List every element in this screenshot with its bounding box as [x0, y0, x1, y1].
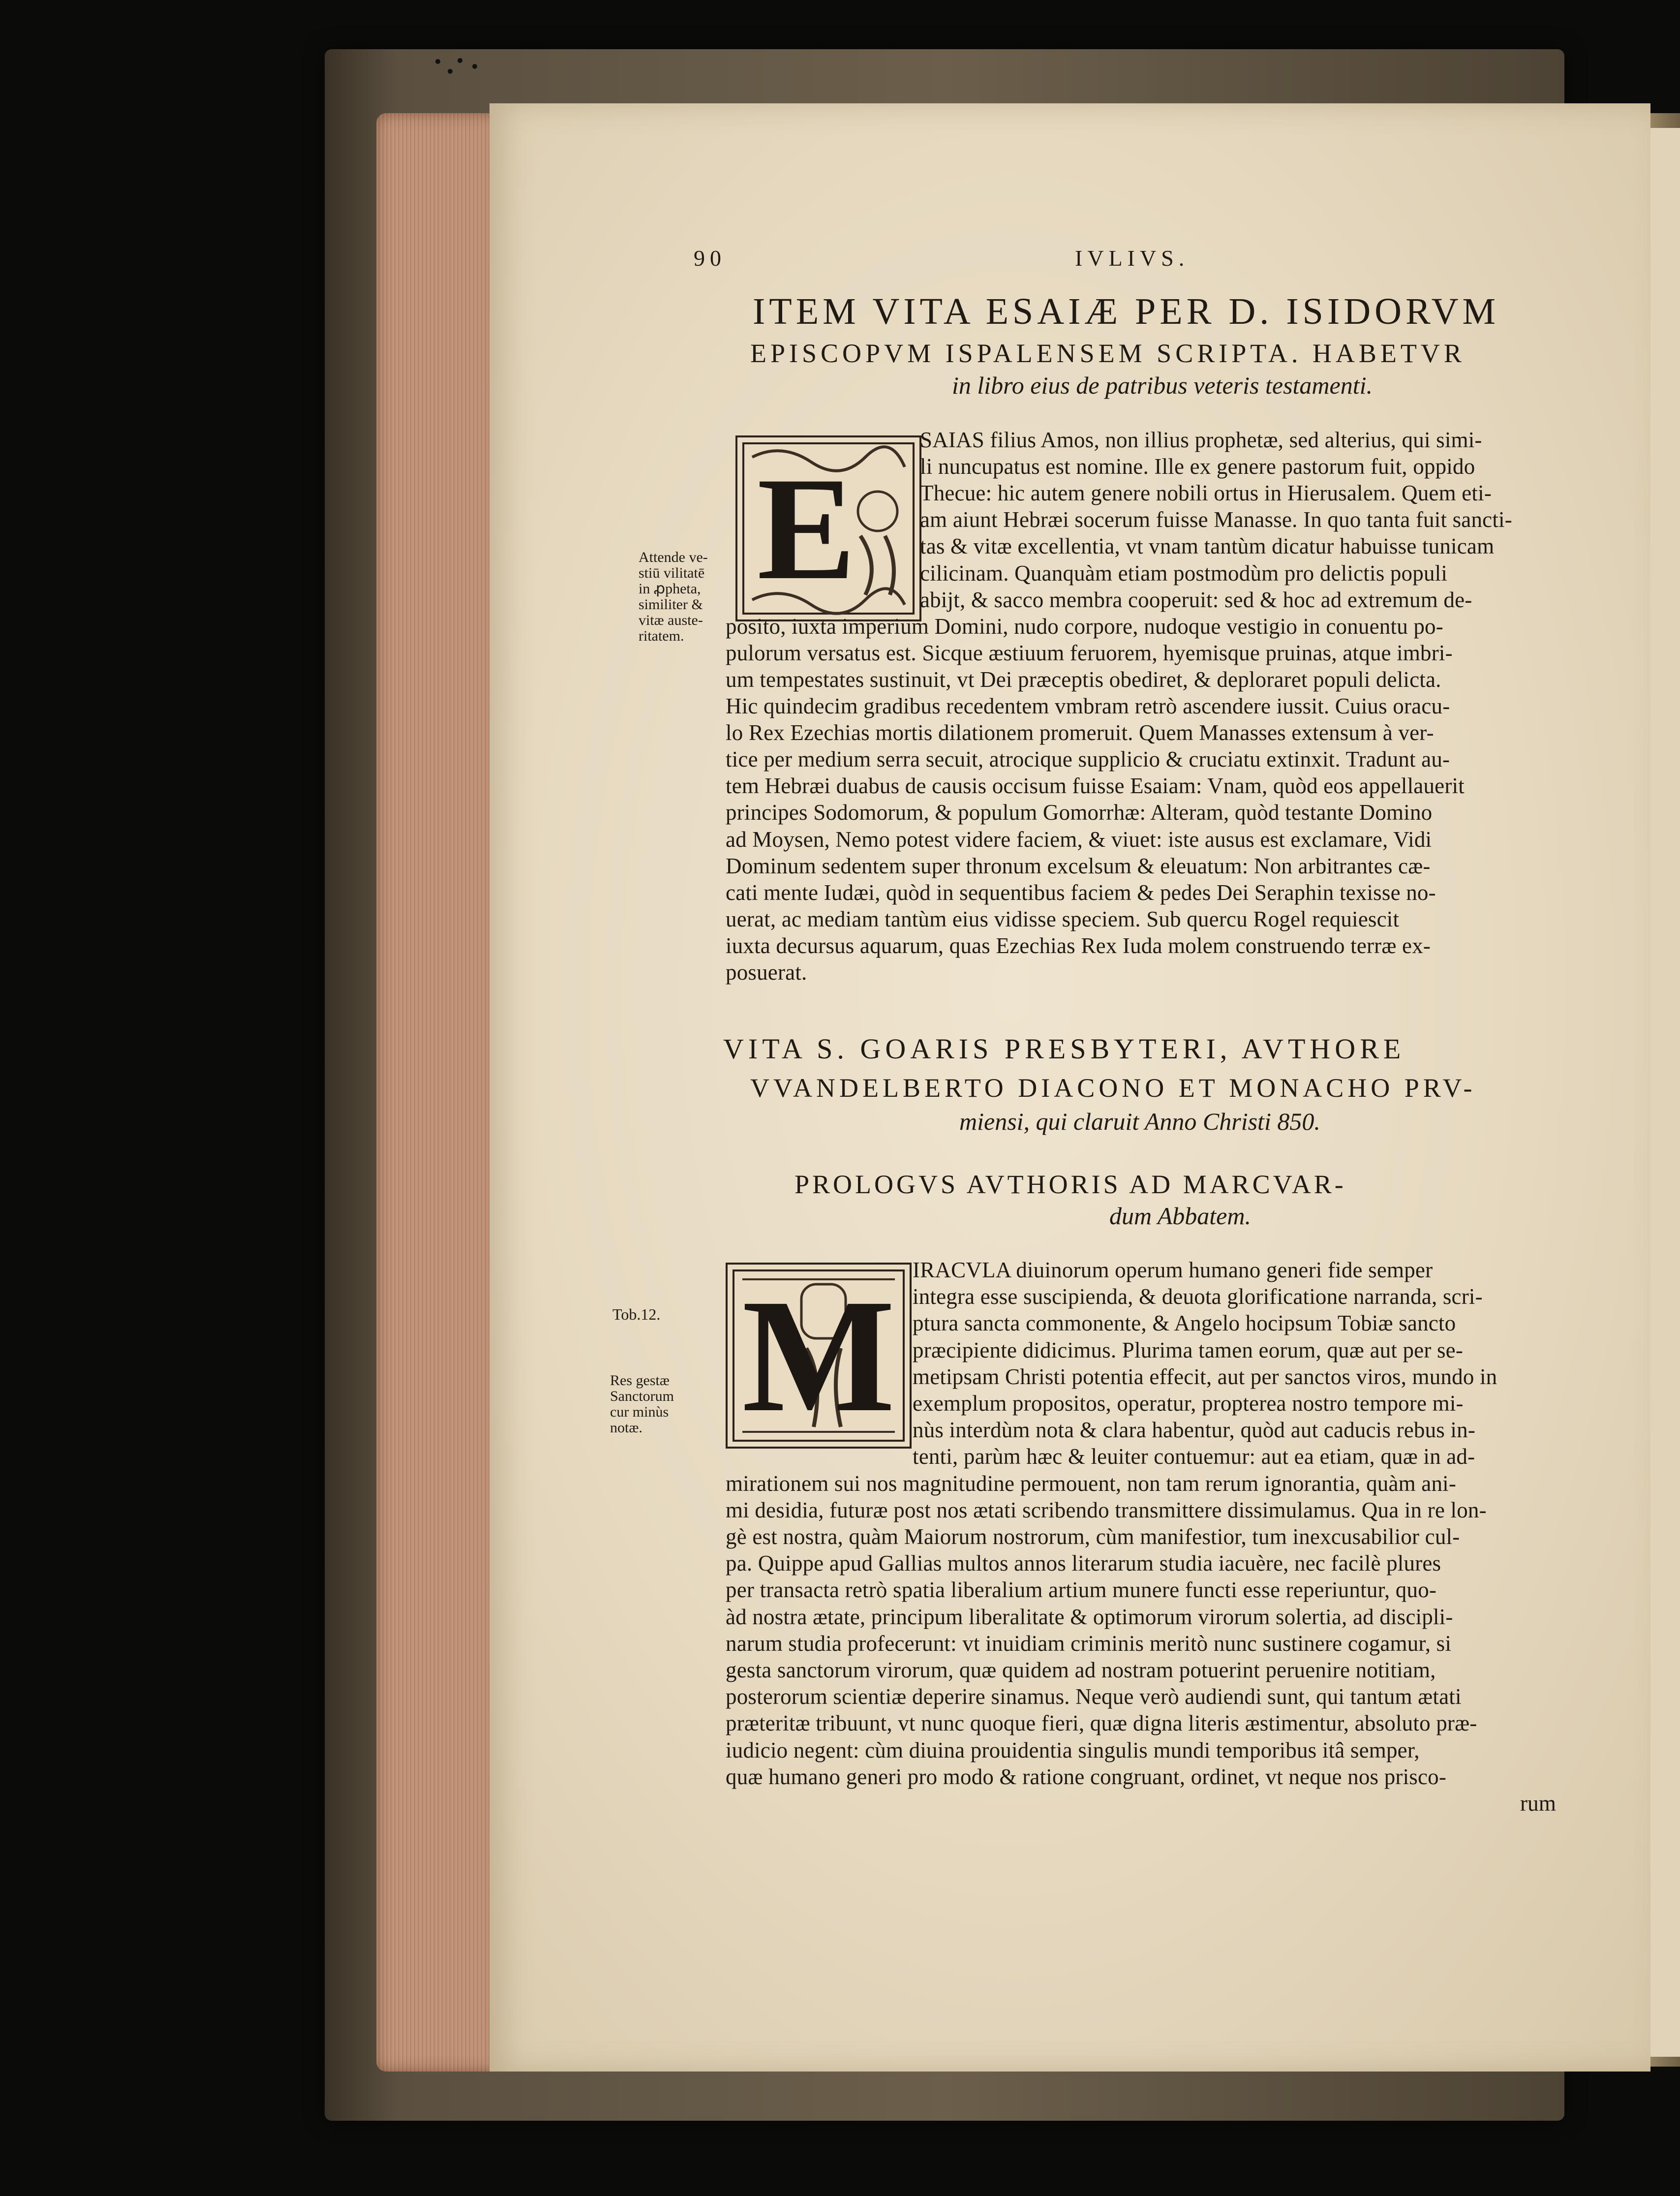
text-line: præcipiente didicimus. Plurima tamen eorum, quæ aut per se-: [913, 1337, 1464, 1362]
text-line: posterorum scientiæ deperire sinamus. Neque verò audiendi sunt, qui tantum ætati: [726, 1684, 1462, 1709]
prologue-title-line2: dum Abbatem.: [1109, 1202, 1251, 1230]
text-line: cati mente Iudæi, quòd in sequentibus faciem & pedes Dei Seraphin texisse no-: [726, 880, 1436, 905]
section2-title-line2: VVANDELBERTO DIACONO ET MONACHO PRV-: [750, 1073, 1476, 1103]
text-line: li nuncupatus est nomine. Ille ex genere pastorum fuit, oppido: [920, 454, 1475, 479]
margin-note-tobit: Tob.12.: [612, 1305, 661, 1323]
text-line: uerat, ac mediam tantùm eius vidisse speciem. Sub quercu Rogel requiescit: [726, 906, 1400, 931]
cover-nail: [472, 64, 477, 69]
text-line: Dominum sedentem super thronum excelsum & eleuatum: Non arbitrantes cæ-: [726, 853, 1431, 878]
text-line: exemplum propositos, operatur, propterea nostro tempore mi-: [913, 1391, 1464, 1416]
cover-nail: [448, 69, 453, 74]
section1-title-line1: ITEM VITA ESAIÆ PER D. ISIDORVM: [753, 291, 1500, 332]
text-line: pa. Quippe apud Gallias multos annos literarum studia iacuère, nec facilè plures: [726, 1551, 1441, 1576]
text-line: Thecue: hic autem genere nobili ortus in Hierusalem. Quem eti-: [920, 481, 1492, 506]
text-line: ptura sancta commonente, & Angelo hocipsum Tobiæ sancto: [913, 1311, 1456, 1336]
decorated-initial-m: [726, 1263, 912, 1449]
text-line: mirationem sui nos magnitudine permouent, non tam rerum ignorantia, quàm ani-: [726, 1471, 1457, 1496]
text-line: integra esse suscipienda, & deuota glorificatione narranda, scri-: [913, 1284, 1483, 1309]
text-line: narum studia profecerunt: vt inuidiam criminis meritò nunc sustinere cogamur, si: [726, 1631, 1452, 1656]
text-line: IRACVLA diuinorum operum humano generi fide semper: [913, 1258, 1433, 1282]
text-line: Hic quindecim gradibus recedentem vmbram retrò ascendere iussit. Cuius oracu-: [726, 694, 1450, 718]
section1-title-line3: in libro eius de patribus veteris testamenti.: [952, 371, 1373, 399]
text-line: gè est nostra, quàm Maiorum nostrorum, cùm manifestior, tum inexcusabilior cul-: [726, 1524, 1460, 1549]
text-line: pulorum versatus est. Sicque æstiuum feruorem, hyemisque pruinas, atque imbri-: [726, 640, 1453, 665]
text-line: um tempestates sustinuit, vt Dei præceptis obediret, & deploraret populi delicta.: [726, 667, 1441, 692]
section2-title-line3: miensi, qui claruit Anno Christi 850.: [959, 1108, 1320, 1135]
cover-nail: [435, 59, 440, 64]
text-line: abijt, & sacco membra cooperuit: sed & hoc ad extremum de-: [920, 587, 1472, 612]
running-head: IVLIVS.: [1075, 246, 1190, 271]
text-line: SAIAS filius Amos, non illius prophetæ, sed alterius, qui simi-: [920, 428, 1482, 452]
text-line: cilicinam. Quanquàm etiam postmodùm pro delictis populi: [920, 560, 1448, 586]
text-line: àd nostra ætate, principum liberalitate & optimorum virorum solertia, ad discipli-: [726, 1604, 1453, 1629]
text-line: tenti, parùm hæc & leuiter contuemur: aut ea etiam, quæ in ad-: [913, 1444, 1475, 1469]
initial-letter: E: [757, 446, 856, 610]
text-line: præteritæ tribuunt, vt nunc quoque fieri, quæ digna literis æstimentur, absoluto præ-: [726, 1711, 1477, 1736]
folio-number: 90: [694, 246, 726, 271]
text-line: metipsam Christi potentia effecit, aut per sanctos viros, mundo in: [913, 1364, 1497, 1389]
text-line: iuxta decursus aquarum, quas Ezechias Rex Iuda molem construendo terræ ex-: [726, 933, 1431, 958]
prologue-title-line1: PROLOGVS AVTHORIS AD MARCVAR-: [794, 1170, 1346, 1199]
page-edges: [376, 113, 499, 2072]
text-line: iudicio negent: cùm diuina prouidentia singulis mundi temporibus itâ semper,: [726, 1737, 1420, 1763]
text-line: nùs interdùm nota & clara habentur, quòd aut caducis rebus in-: [913, 1418, 1476, 1443]
text-line: principes Sodomorum, & populum Gomorrhæ: Alteram, quòd testante Domino: [726, 800, 1433, 825]
section2-title-line1: VITA S. GOARIS PRESBYTERI, AVTHORE: [723, 1033, 1405, 1065]
text-line: quæ humano generi pro modo & ratione congruant, ordinet, vt neque nos prisco-: [726, 1764, 1447, 1789]
decorated-initial-e: [735, 435, 921, 621]
text-line: lo Rex Ezechias mortis dilationem promeruit. Quem Manasses extensum à ver-: [726, 720, 1434, 745]
text-line: mi desidia, futuræ post nos ætati scribendo transmittere dissimulamus. Qua in re lon-: [726, 1497, 1487, 1522]
text-line: am aiunt Hebræi socerum fuisse Manasse. In quo tanta fuit sancti-: [920, 507, 1512, 532]
text-line: gesta sanctorum virorum, quæ quidem ad nostram potuerint peruenire notitiam,: [726, 1658, 1436, 1682]
text-line: tas & vitæ excellentia, vt vnam tantùm dicatur habuisse tunicam: [920, 534, 1495, 559]
text-line: tice per medium serra secuit, atrocique supplicio & cruciatu extinxit. Tradunt au-: [726, 747, 1450, 772]
initial-letter: M: [742, 1266, 895, 1446]
text-line: posuerat.: [726, 960, 807, 985]
margin-note-res-gestae: Res gestæ Sanctorum cur minùs notæ.: [610, 1372, 674, 1436]
cover-nail: [458, 58, 462, 63]
margin-note-attende: Attende ve- stiū vilitatē in ꝓpheta, similiter & vitæ auste- ritatem.: [639, 549, 708, 644]
text-line: per transacta retrò spatia liberalium artium munere functi esse reperiuntur, quo-: [726, 1577, 1437, 1603]
section1-title-line2: EPISCOPVM ISPALENSEM SCRIPTA. HABETVR: [750, 339, 1466, 368]
text-line: tem Hebræi duabus de causis occisum fuisse Esaiam: Vnam, quòd eos appellauerit: [726, 773, 1465, 799]
catchword: rum: [1520, 1791, 1557, 1816]
text-line: posito, iuxta imperium Domini, nudo corpore, nudoque vestigio in conuentu po-: [726, 614, 1443, 639]
text-line: ad Moysen, Nemo potest videre faciem, & viuet: iste ausus est exclamare, Vidi: [726, 827, 1432, 852]
